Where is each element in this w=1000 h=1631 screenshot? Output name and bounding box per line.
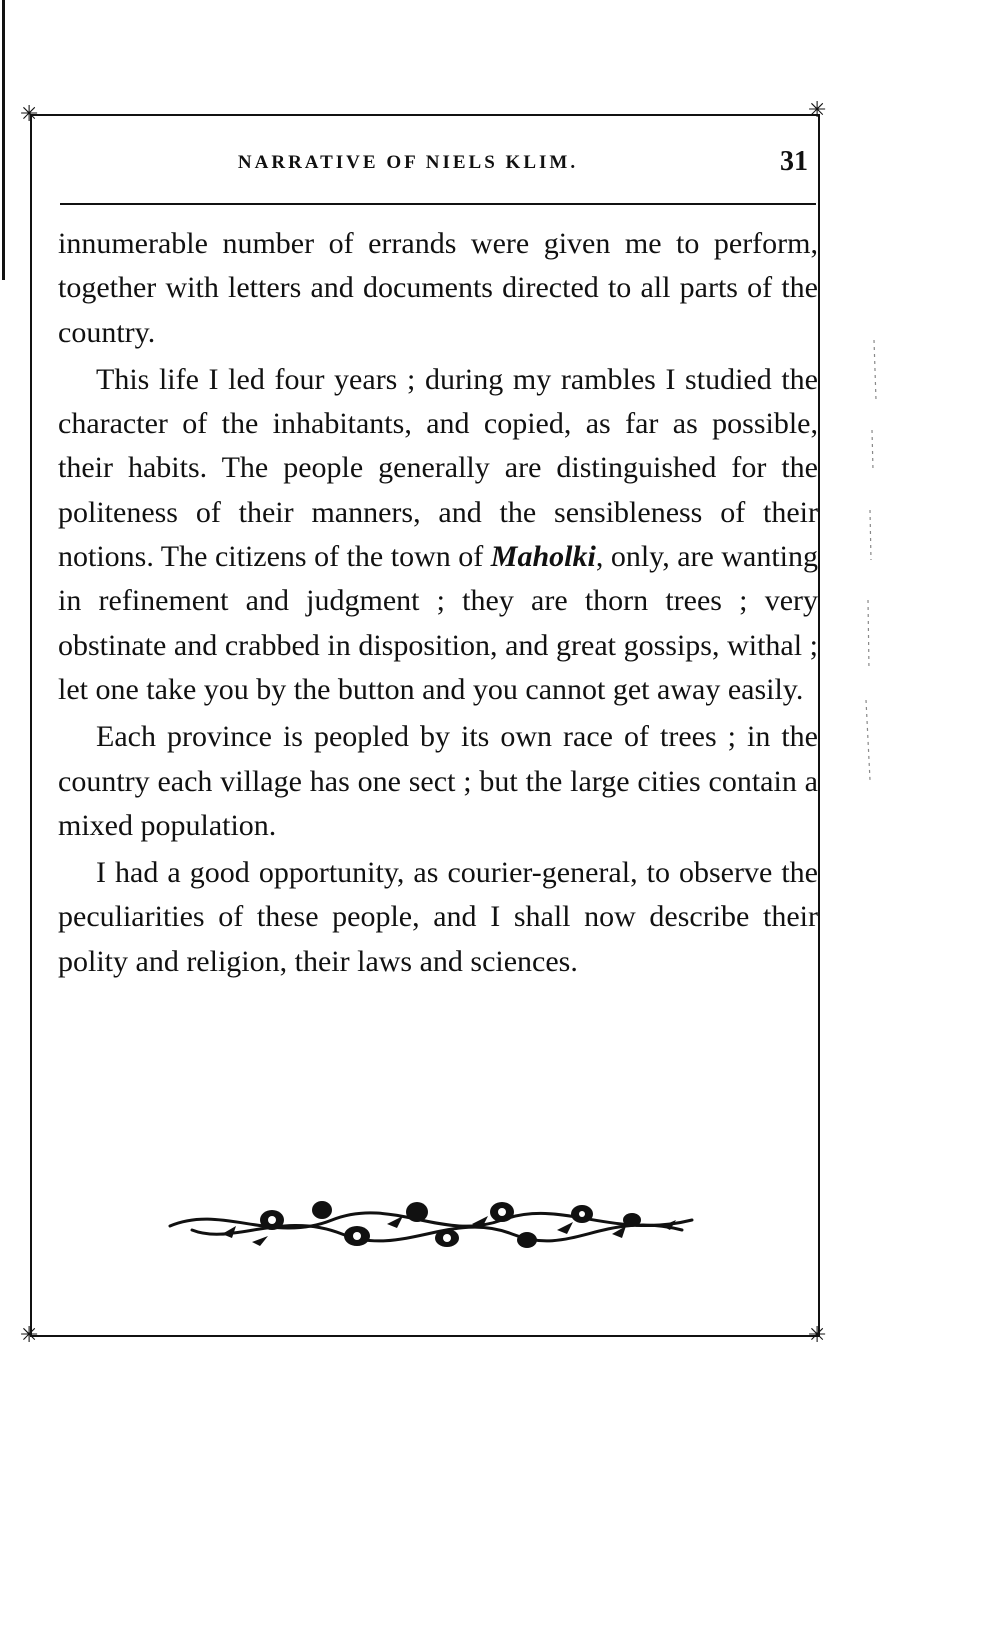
body-text bbox=[58, 222, 818, 984]
paragraph: I had a good opportunity, as courier-general, to observe the peculiarities of these people, and I shall now describe their polity and religion, their laws and sciences. bbox=[58, 856, 818, 978]
paragraph: innumerable number of errands were given me to perform, together with letters and documents directed to all parts of the country. bbox=[58, 227, 818, 349]
paragraph-text: , only, are wanting in refinement and judgment ; they are thorn trees ; very obstinate and crabbed in disposition, and great gossips, withal ; let one take you by the button and you cannot get away easily. bbox=[58, 540, 818, 706]
paragraph-text: This life I led four years ; during my rambles I studied the character of the inhabitants, and copied, as far as possible, their habits. The people generally are distinguished for the politeness of their manners, and the sensibleness of their notions. The citizens of the town of bbox=[58, 362, 818, 574]
header-rule bbox=[60, 203, 816, 205]
margin-bleed-marks bbox=[860, 340, 880, 820]
frame-right-rule bbox=[818, 114, 820, 1336]
page-number: 31 bbox=[780, 146, 808, 177]
corner-star-icon: ✳ bbox=[20, 102, 39, 127]
frame-top-rule bbox=[30, 114, 820, 116]
place-name-maholki: Maholki bbox=[490, 540, 596, 574]
running-head: NARRATIVE OF NIELS KLIM. bbox=[237, 152, 579, 173]
paragraph: Each province is peopled by its own race of trees ; in the country each village has one sect ; but the large cities contain a mixed population. bbox=[58, 720, 818, 842]
corner-star-icon: ✳ bbox=[808, 98, 827, 123]
frame-left-rule bbox=[30, 114, 32, 1336]
frame-bottom-rule bbox=[30, 1335, 820, 1337]
corner-star-icon: ✳ bbox=[20, 1323, 39, 1348]
paragraph bbox=[58, 358, 818, 712]
floral-vine-ornament-icon bbox=[162, 1190, 702, 1258]
corner-star-icon: ✳ bbox=[808, 1323, 827, 1348]
page-header bbox=[60, 146, 816, 186]
scan-edge-mark bbox=[2, 0, 5, 280]
